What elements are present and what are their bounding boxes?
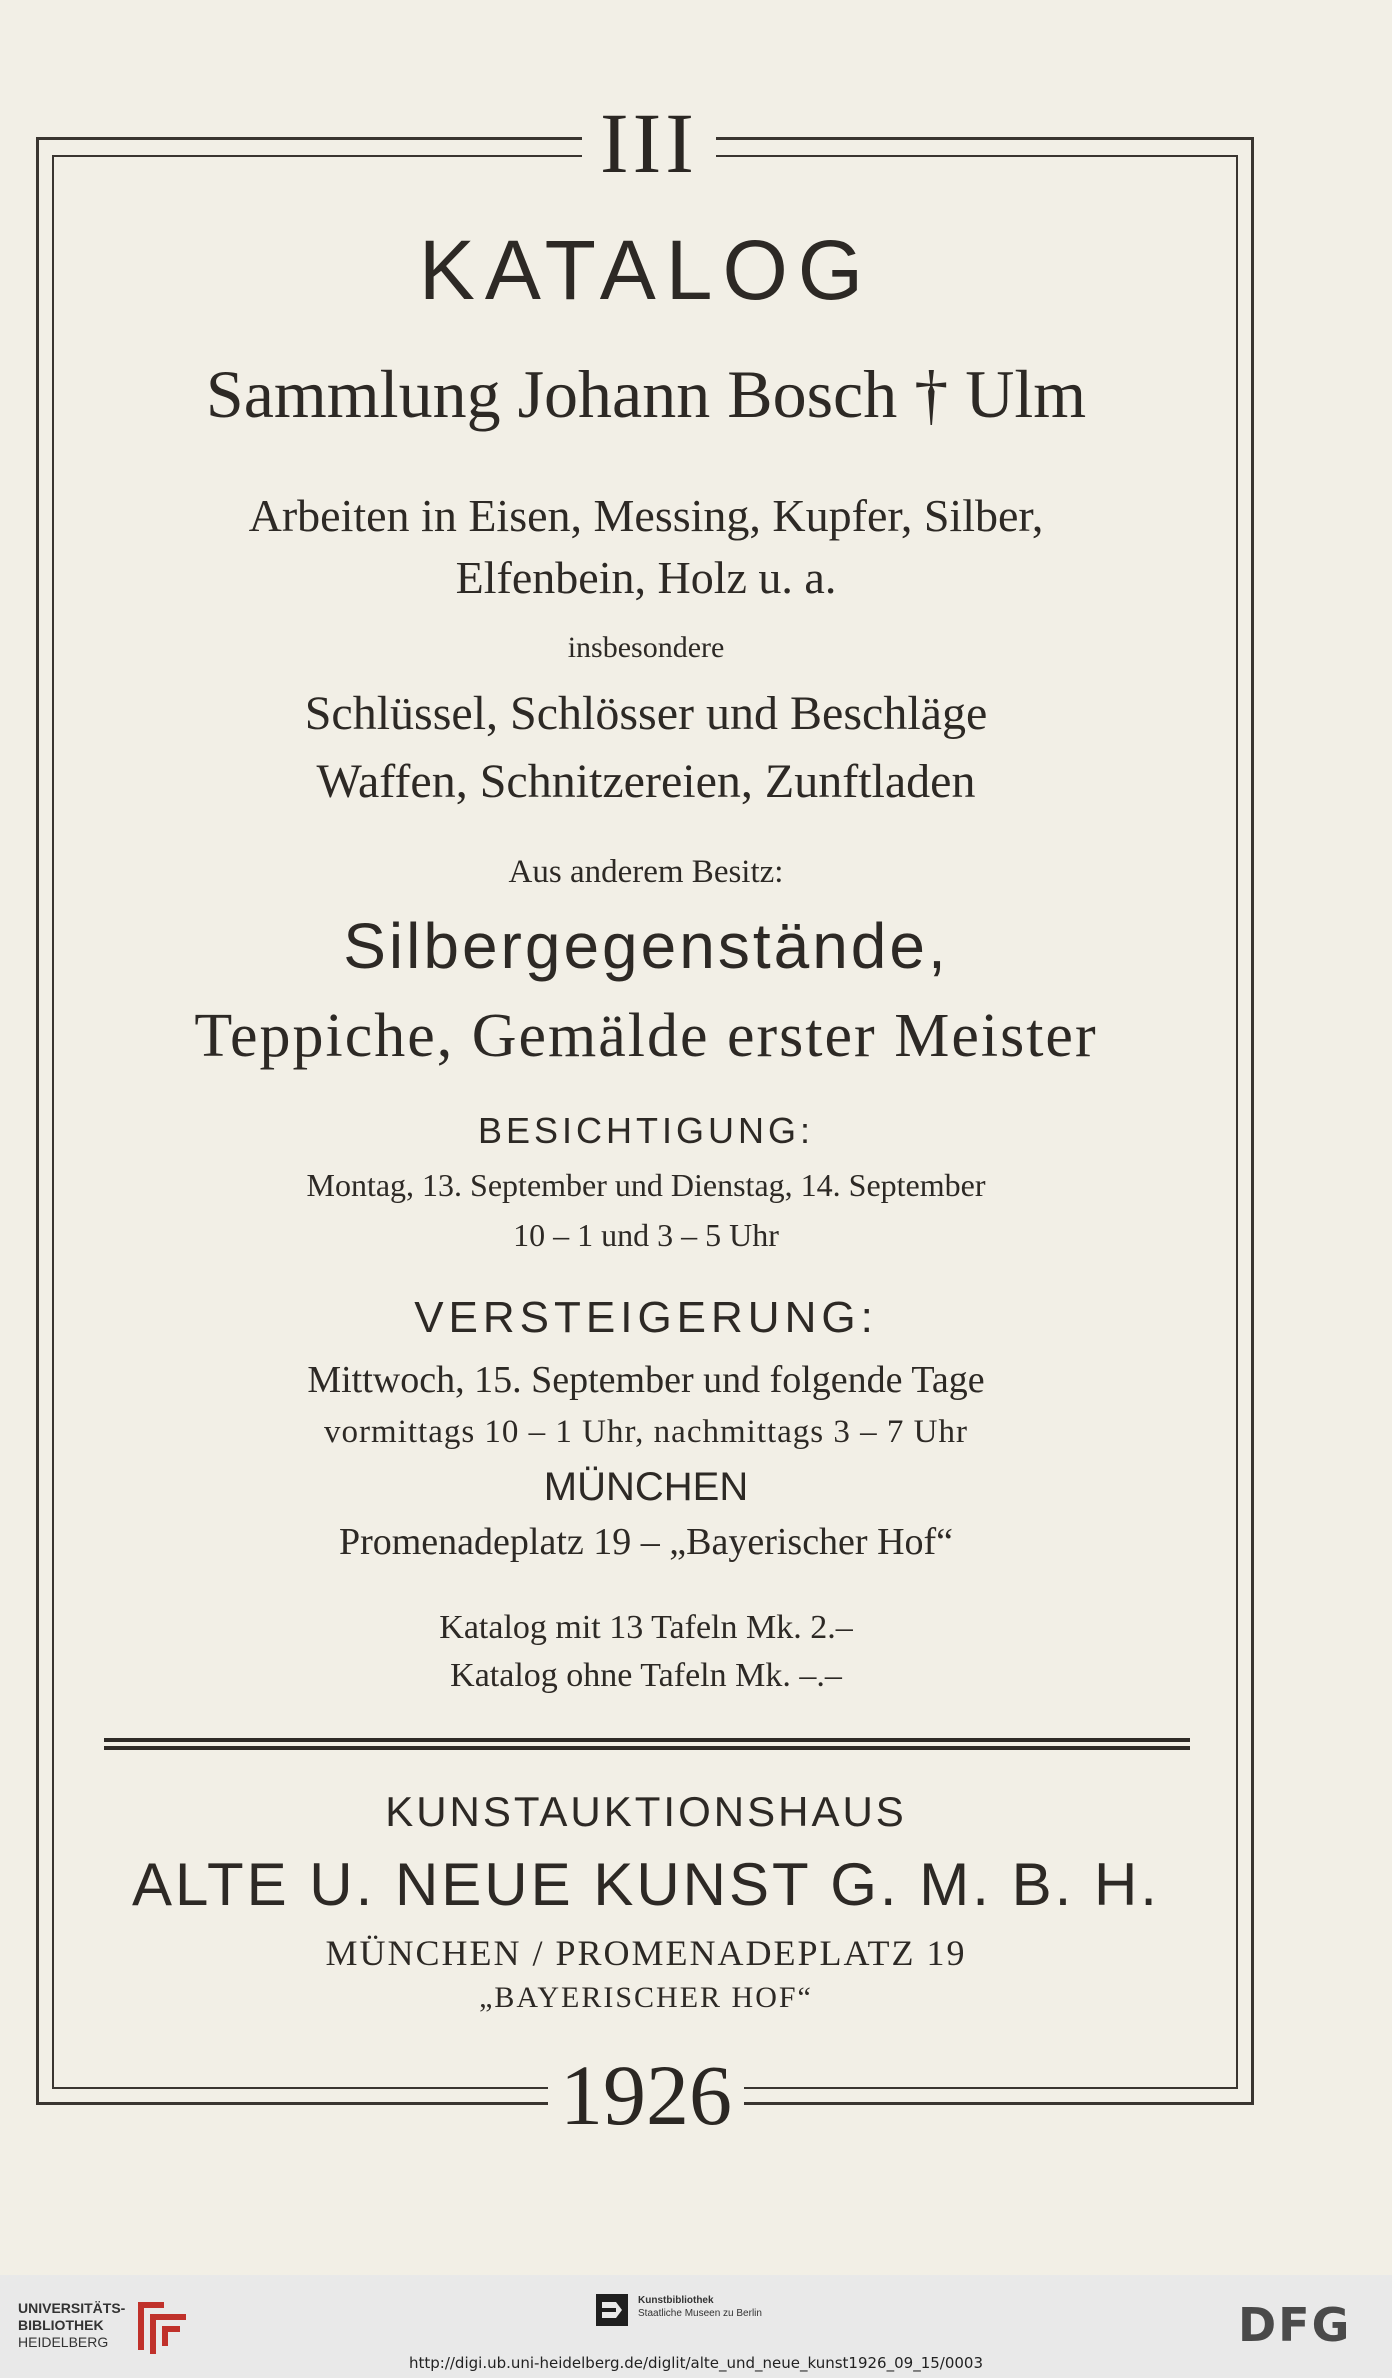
- items-line-1: Schlüssel, Schlösser und Beschläge: [304, 687, 988, 740]
- works-line-1: Arbeiten in Eisen, Messing, Kupfer, Silber,: [248, 490, 1044, 541]
- volume-number: III: [600, 95, 698, 191]
- kunstbibliothek-logo-icon: [594, 2292, 630, 2328]
- other-owner-label: Aus anderem Besitz:: [508, 854, 784, 890]
- publication-year: 1926: [560, 2047, 732, 2143]
- uni-logo-line-1: UNIVERSITÄTS-: [18, 2300, 126, 2316]
- items-line-2: Waffen, Schnitzereien, Zunftladen: [316, 755, 976, 808]
- double-rule-top: [104, 1738, 1190, 1742]
- auction-address: Promenadeplatz 19 – „Bayerischer Hof“: [338, 1521, 954, 1563]
- collection-name: Sammlung Johann Bosch † Ulm: [205, 356, 1087, 432]
- uni-logo-line-3: HEIDELBERG: [18, 2334, 109, 2350]
- auction-house-hotel: „BAYERISCHER HOF“: [479, 1981, 813, 2014]
- uni-logo-line-2: BIBLIOTHEK: [18, 2317, 104, 2333]
- kb-line-1: Kunstbibliothek: [638, 2295, 714, 2306]
- auction-house-name: ALTE U. NEUE KUNST G. M. B. H.: [132, 1851, 1160, 1918]
- kunstbibliothek-label[interactable]: [638, 2294, 878, 2320]
- viewing-hours: 10 – 1 und 3 – 5 Uhr: [513, 1217, 779, 1253]
- university-emblem-icon: [134, 2296, 190, 2356]
- carpets-paintings-heading: Teppiche, Gemälde erster Meister: [194, 1002, 1098, 1070]
- dfg-logo[interactable]: DFG: [1238, 2298, 1352, 2352]
- catalog-title: KATALOG: [418, 223, 874, 317]
- price-with-plates: Katalog mit 13 Tafeln Mk. 2.–: [439, 1609, 853, 1646]
- auction-hours: vormittags 10 – 1 Uhr, nachmittags 3 – 7 Uhr: [324, 1414, 968, 1450]
- auction-dates: Mittwoch, 15. September und folgende Tage: [307, 1359, 985, 1401]
- especially-label: insbesondere: [567, 631, 725, 664]
- permalink-url[interactable]: http://digi.ub.uni-heidelberg.de/diglit/alte_und_neue_kunst1926_09_15/0003: [408, 2354, 984, 2372]
- viewing-heading: BESICHTIGUNG:: [477, 1110, 815, 1151]
- double-rule-bottom: [104, 1746, 1190, 1750]
- viewing-dates: Montag, 13. September und Dienstag, 14. September: [306, 1167, 986, 1203]
- works-line-2: Elfenbein, Holz u. a.: [455, 552, 837, 603]
- auction-city: MÜNCHEN: [543, 1465, 749, 1509]
- silver-items-heading: Silbergegenstände,: [343, 910, 949, 982]
- auction-house-address: MÜNCHEN / PROMENADEPLATZ 19: [325, 1933, 967, 1973]
- auction-house-label: KUNSTAUKTIONSHAUS: [385, 1788, 907, 1835]
- kb-line-2: Staatliche Museen zu Berlin: [638, 2308, 762, 2319]
- price-without-plates: Katalog ohne Tafeln Mk. –.–: [450, 1657, 842, 1694]
- auction-heading: VERSTEIGERUNG:: [414, 1293, 878, 1342]
